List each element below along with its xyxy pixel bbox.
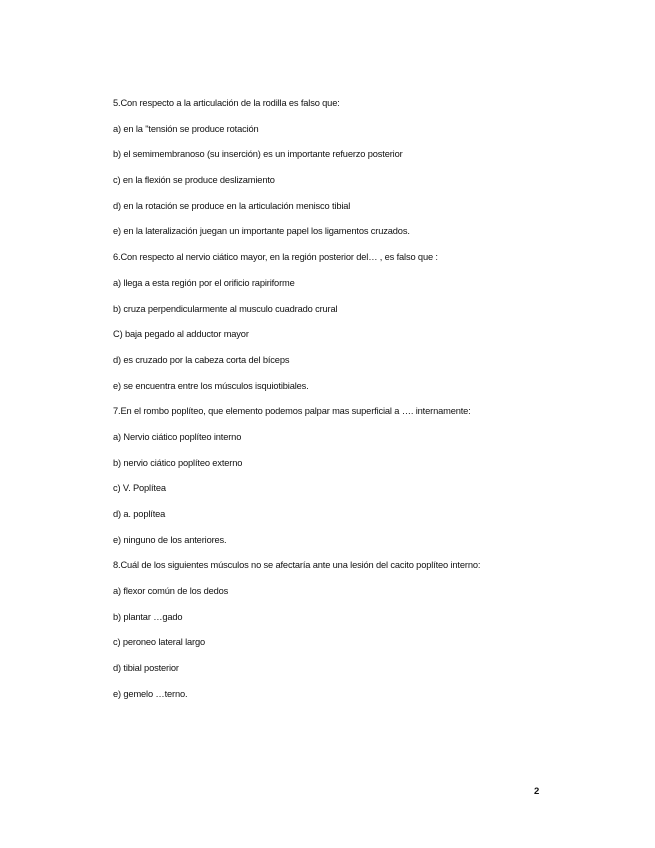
question-8-option-e: e) gemelo …terno. xyxy=(113,688,188,699)
question-5-option-b: b) el semimembranoso (su inserción) es un importante refuerzo posterior xyxy=(113,149,403,160)
question-8-stem: 8.Cuál de los siguientes músculos no se afectaría ante una lesión del cacito poplíteo interno: xyxy=(113,560,481,571)
question-5-option-c: c) en la flexión se produce deslizamiento xyxy=(113,175,275,186)
exam-questions xyxy=(113,96,553,713)
question-8-option-a: a) flexor común de los dedos xyxy=(113,586,229,597)
question-6-option-b: b) cruza perpendicularmente al musculo cuadrado crural xyxy=(113,303,338,314)
question-7-option-d: d) a. poplítea xyxy=(113,509,166,519)
question-6-option-d: d) es cruzado por la cabeza corta del bíceps xyxy=(113,354,290,365)
question-7-stem: 7.En el rombo poplíteo, que elemento podemos palpar mas superficial a …. internamente: xyxy=(113,406,471,417)
question-7-option-a: a) Nervio ciático poplíteo interno xyxy=(113,431,242,442)
question-6-option-a: a) llega a esta región por el orificio rapiriforme xyxy=(113,277,295,288)
question-5-stem: 5.Con respecto a la articulación de la rodilla es falso que: xyxy=(113,98,340,108)
question-5-option-a: a) en la "tensión se produce rotación xyxy=(113,123,259,134)
question-5-option-d: d) en la rotación se produce en la articulación menisco tibial xyxy=(113,200,351,211)
question-6-option-c: C) baja pegado al adductor mayor xyxy=(113,329,249,340)
question-7-option-e: e) ninguno de los anteriores. xyxy=(113,534,227,545)
question-8-option-b: b) plantar …gado xyxy=(113,611,183,622)
question-8-option-d: d) tibial posterior xyxy=(113,663,179,674)
page-number: 2 xyxy=(534,786,540,797)
question-6-option-e: e) se encuentra entre los músculos isquiotibiales. xyxy=(113,380,309,391)
question-6-stem: 6.Con respecto al nervio ciático mayor, en la región posterior del… , es falso que : xyxy=(113,252,438,263)
question-7-option-b: b) nervio ciático poplíteo externo xyxy=(113,457,243,468)
question-7-option-c: c) V. Poplítea xyxy=(113,483,166,494)
question-8-option-c: c) peroneo lateral largo xyxy=(113,637,206,648)
question-5-option-e: e) en la lateralización juegan un importante papel los ligamentos cruzados. xyxy=(113,226,410,237)
